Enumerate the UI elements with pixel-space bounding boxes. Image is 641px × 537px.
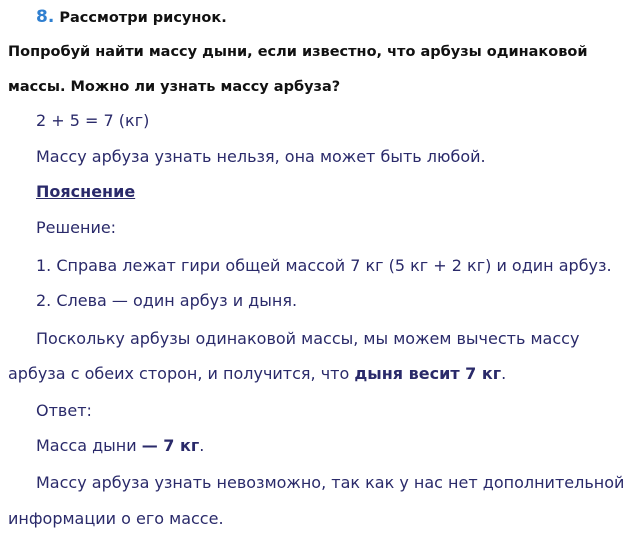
answer-statement-end: . (199, 436, 205, 455)
answer-statement (36, 436, 204, 456)
paragraph-line-2-text: арбуза с обеих сторон, и получится, что (8, 364, 355, 383)
solution-label: Решение: (36, 218, 117, 237)
question-line-2: массы. Можно ли узнать массу арбуза? (8, 79, 341, 95)
paragraph-line-2-end: . (501, 364, 507, 383)
melon-weight-highlight: дыня весит 7 кг (354, 364, 502, 383)
question-line-1: Попробуй найти массу дыни, если известно, что арбузы одинаковой (8, 44, 588, 60)
answer-label: Ответ: (36, 401, 92, 420)
final-line-1: Массу арбуза узнать невозможно, так как у нас нет дополнительной (36, 473, 625, 492)
answer-note: Массу арбуза узнать нельзя, она может быть любой. (36, 147, 486, 166)
answer-value-highlight: — 7 кг (141, 436, 200, 455)
task-number: 8. (36, 7, 55, 27)
task-title: Рассмотри рисунок. (59, 10, 227, 26)
solution-step-2: 2. Слева — один арбуз и дыня. (36, 291, 298, 310)
explanation-heading: Пояснение (36, 182, 136, 201)
task-header (36, 7, 227, 28)
answer-equation: 2 + 5 = 7 (кг) (36, 111, 150, 130)
solution-step-1: 1. Справа лежат гири общей массой 7 кг (5 кг + 2 кг) и один арбуз. (36, 256, 612, 275)
paragraph-line-2 (8, 364, 506, 384)
paragraph-line-1: Поскольку арбузы одинаковой массы, мы можем вычесть массу (36, 329, 580, 348)
answer-statement-text: Масса дыни (36, 436, 142, 455)
final-line-2: информации о его массе. (8, 509, 224, 528)
